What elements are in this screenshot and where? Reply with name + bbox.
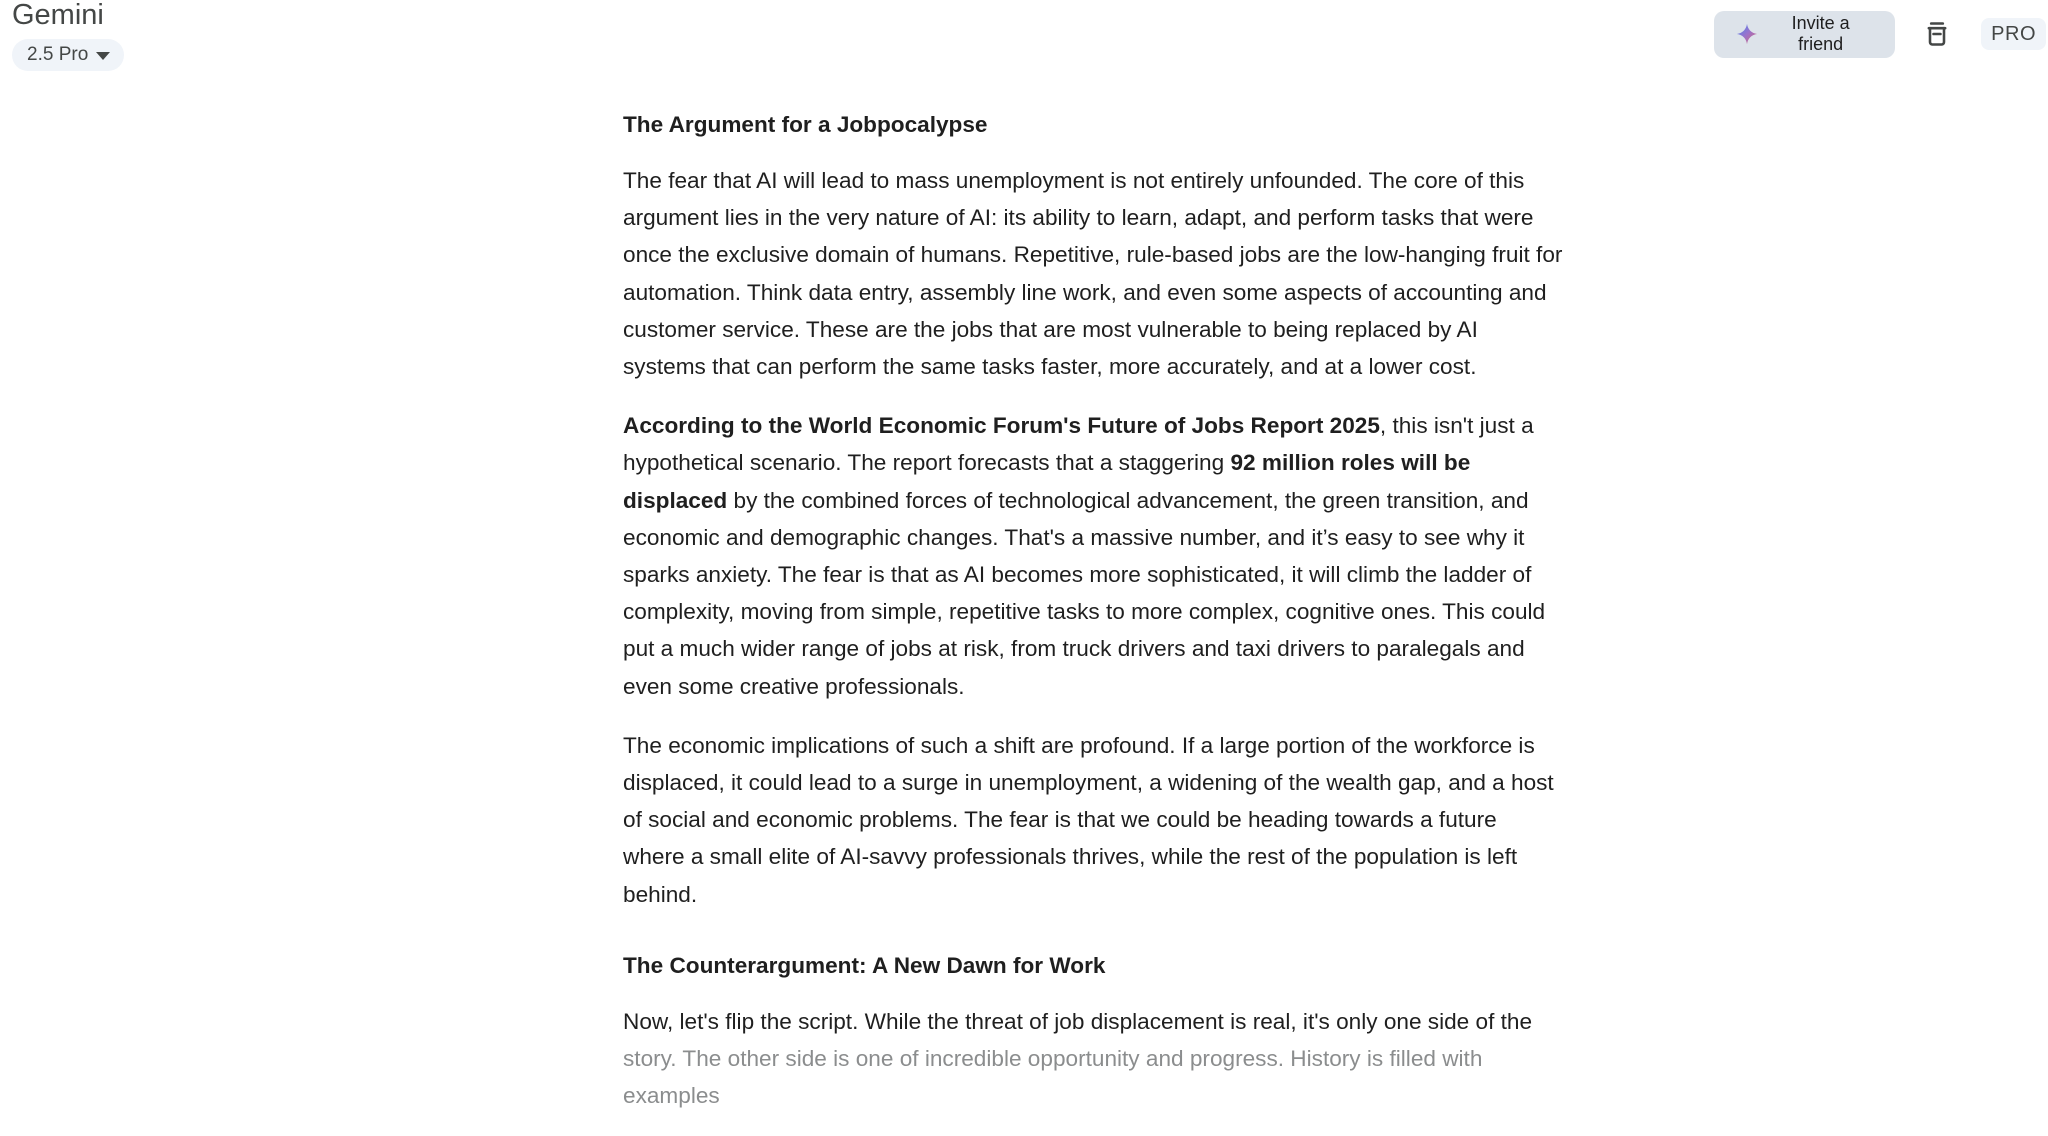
paragraph-3: The economic implications of such a shift are profound. If a large portion of the workforce is displaced, it could lead to a surge in unemployment, a widening of the wealth gap, and a host of social and economic problems. The fear is that we could be heading towards a future where a small elite of AI-savvy professionals thrives, while the rest of the population is left behind. <box>623 732 1554 907</box>
header-right <box>1714 10 2046 58</box>
sparkle-icon <box>1736 23 1758 45</box>
heading-counterargument: The Counterargument: A New Dawn for Work <box>623 952 1106 978</box>
bold-report-title: According to the World Economic Forum's Future of Jobs Report 2025 <box>623 413 1380 439</box>
temporary-chat-button[interactable] <box>1913 10 1961 58</box>
paragraph-1: The fear that AI will lead to mass unemployment is not entirely unfounded. The core of this argument lies in the very nature of AI: its ability to learn, adapt, and perform tasks that were once the exclusive domain of humans. Repetitive, rule-based jobs are the low-hanging fruit for automation. Think data entry, assembly line work, and even some aspects of accounting and customer service. These are the jobs that are most vulnerable to being replaced by AI systems that can perform the same tasks faster, more accurately, and at a lower cost. <box>623 168 1563 380</box>
paragraph-4-text-1: Now, let's flip the script. While the threat of job displacement is real, it's only one side of the <box>623 1008 1533 1034</box>
heading-jobpocalypse: The Argument for a Jobpocalypse <box>623 112 988 137</box>
bold-92-million: 92 million roles will be displaced <box>623 450 1471 513</box>
paragraph-4 <box>623 1003 1563 1115</box>
temporary-chat-icon <box>1923 20 1951 48</box>
paragraph-4-text-faded: story. The other side is one of incredible opportunity and progress. History is filled with examples <box>623 1046 1483 1109</box>
caret-down-icon <box>96 52 110 60</box>
paragraph-2-text-1: , this isn't just a hypothetical scenario. The report forecasts that a staggering <box>623 413 1534 476</box>
response-content <box>623 106 1563 1136</box>
model-selector-label: 2.5 Pro <box>27 44 89 65</box>
paragraph-2-text-2: by the combined forces of technological advancement, the green transition, and economic and demographic changes. That's a massive number, and it’s easy to see why it sparks anxiety. The fear is that as AI becomes more sophisticated, it will climb the ladder of complexity, moving from simple, repetitive tasks to more complex, cognitive ones. This could put a much wider range of jobs at risk, from truck drivers and taxi drivers to paralegals and even some creative professionals. <box>623 487 1546 699</box>
invite-friend-label: Invite a friend <box>1791 13 1850 54</box>
model-selector[interactable] <box>12 39 124 71</box>
invite-friend-button[interactable] <box>1714 11 1895 58</box>
app-title: Gemini <box>12 0 104 31</box>
header-left <box>12 0 124 71</box>
paragraph-2 <box>623 407 1563 705</box>
pro-badge: PRO <box>1981 18 2046 50</box>
